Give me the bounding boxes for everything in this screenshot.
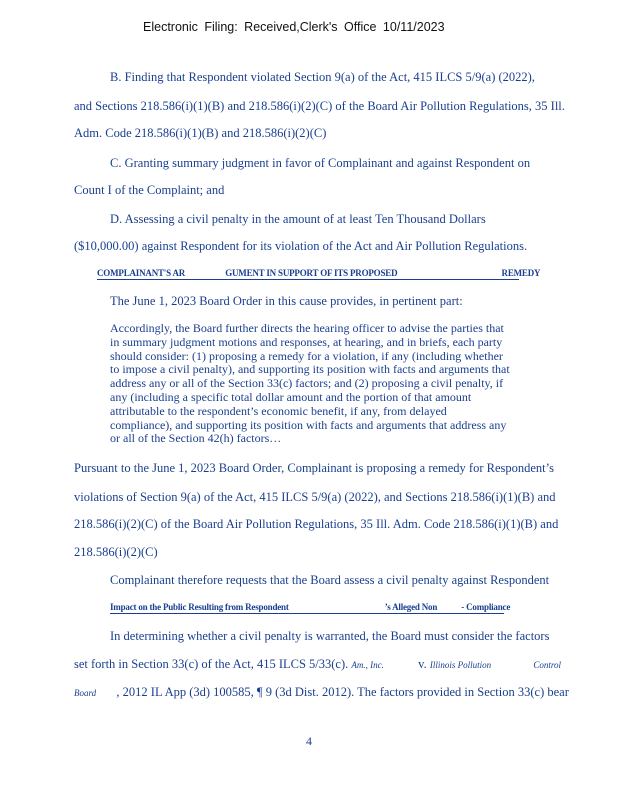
quote-line: attributable to the respondent’s economic benefit, if any, from delayed <box>110 403 447 418</box>
heading-part: COMPLAINANT'S AR <box>97 268 186 278</box>
pursuant-line3: 218.586(i)(2)(C) of the Board Air Pollution Regulations, 35 Ill. Adm. Code 218.586(i)(1)(B) and <box>74 517 559 531</box>
quote-line: to impose a civil penalty), and supporting its position with facts and arguments that <box>110 362 510 377</box>
request-line: Complainant therefore requests that the Board assess a civil penalty against Respondent <box>110 573 550 587</box>
heading-part: Impact on the Public Resulting from Respondent <box>110 602 289 612</box>
quote-line: should consider: (1) proposing a remedy for a violation, if any (including whether <box>110 348 503 363</box>
prayer-c-line2: Count I of the Complaint; and <box>74 183 225 197</box>
case-citation: Am., Inc. <box>351 660 384 670</box>
determining-line1: In determining whether a civil penalty is warranted, the Board must consider the factors <box>110 629 550 643</box>
quote-line: any (including a specific total dollar amount and the portion of that amount <box>110 389 472 404</box>
prayer-b-line3: Adm. Code 218.586(i)(1)(B) and 218.586(i)(2)(C) <box>74 126 327 140</box>
case-citation: Board <box>74 688 97 698</box>
case-citation: Control <box>533 660 562 670</box>
heading-part: GUMENT IN SUPPORT OF ITS PROPOSED <box>225 268 398 278</box>
block-quote <box>110 322 570 446</box>
pursuant-line4: 218.586(i)(2)(C) <box>74 545 158 559</box>
quote-line: compliance), and supporting its position with facts and arguments that address any <box>110 417 507 432</box>
quote-line: Accordingly, the Board further directs the hearing officer to advise the parties that <box>110 321 504 335</box>
determining-line2 <box>74 657 561 672</box>
section-heading-impact <box>110 602 511 614</box>
determining-text: , 2012 IL App (3d) 100585, ¶ 9 (3d Dist. 2012). The factors provided in Section 33(c) bear <box>116 685 569 699</box>
determining-text: set forth in Section 33(c) of the Act, 415 ILCS 5/33(c). <box>74 657 349 671</box>
section-heading-remedy <box>97 268 541 280</box>
versus-text: v. <box>418 657 427 671</box>
heading-part: - Compliance <box>461 602 511 612</box>
quote-line: or all of the Section 42(h) factors… <box>110 431 282 446</box>
page-number: 4 <box>306 734 312 748</box>
order-intro: The June 1, 2023 Board Order in this cause provides, in pertinent part: <box>110 294 463 308</box>
quote-line: in summary judgment motions and responses, at hearing, and in briefs, each party <box>110 334 503 349</box>
heading-part: ’s Alleged Non <box>384 602 438 612</box>
pursuant-line2: violations of Section 9(a) of the Act, 415 ILCS 5/9(a) (2022), and Sections 218.586(i)(1)(B) and <box>74 490 556 504</box>
prayer-d-line1: D. Assessing a civil penalty in the amount of at least Ten Thousand Dollars <box>110 212 486 226</box>
prayer-b-line2: and Sections 218.586(i)(1)(B) and 218.586(i)(2)(C) of the Board Air Pollution Regulations, 35 Ill. <box>74 99 565 113</box>
prayer-b-line1: B. Finding that Respondent violated Section 9(a) of the Act, 415 ILCS 5/9(a) (2022), <box>110 70 535 84</box>
prayer-c-line1: C. Granting summary judgment in favor of Complainant and against Respondent on <box>110 156 531 170</box>
determining-line3 <box>74 685 569 700</box>
filing-header: Electronic Filing: Received,Clerk's Office 10/11/2023 <box>143 20 445 34</box>
heading-part: REMEDY <box>501 268 541 278</box>
prayer-d-line2: ($10,000.00) against Respondent for its violation of the Act and Air Pollution Regulations. <box>74 239 528 253</box>
pursuant-line1: Pursuant to the June 1, 2023 Board Order, Complainant is proposing a remedy for Respondent’s <box>74 461 554 475</box>
quote-line: address any or all of the Section 33(c) factors; and (2) proposing a civil penalty, if <box>110 376 504 391</box>
case-citation: Illinois Pollution <box>429 660 492 670</box>
